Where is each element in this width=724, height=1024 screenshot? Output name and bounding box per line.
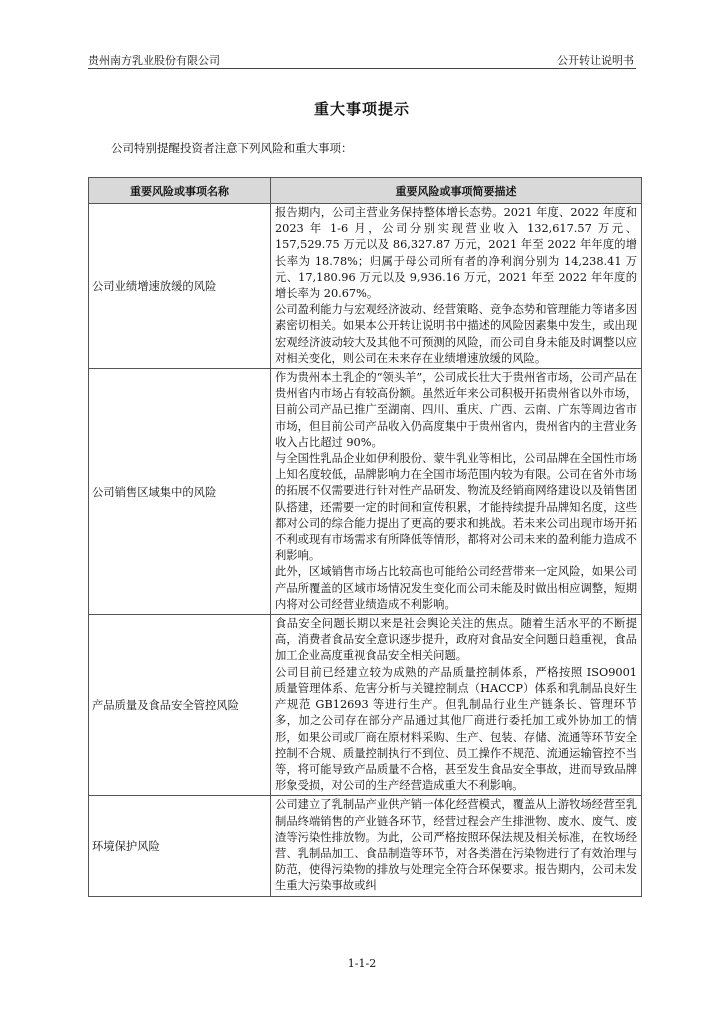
risk-table bbox=[88, 177, 642, 897]
page-title: 重大事项提示 bbox=[313, 100, 410, 118]
table-header-row bbox=[89, 178, 642, 204]
table-row bbox=[89, 615, 642, 796]
risk-name-cell: 产品质量及食品安全管控风险 bbox=[89, 615, 271, 796]
column-header-risk-name: 重要风险或事项名称 bbox=[89, 178, 271, 204]
description-paragraph: 与全国性乳品企业如伊利股份、蒙牛乳业等相比，公司品牌在全国性市场上知名度较低，品牌影响力在全国市场范围内较为有限。公司在省外市场的拓展不仅需要进行针对性产品研发、物流及经销商网络建设以及销售团队搭建，还需要一定的时间和宣传积累，才能持续提升品牌知名度，这些都对公司的综合能力提出了更高的要求和挑战。若未来公司出现市场开拓不利或现有市场需求有所降低等情形，都将对公司未来的盈利能力造成不利影响。 bbox=[275, 452, 637, 563]
header-company-name: 贵州南方乳业股份有限公司 bbox=[88, 54, 220, 67]
risk-name-cell: 公司销售区域集中的风险 bbox=[89, 369, 271, 615]
risk-description-cell bbox=[271, 796, 642, 896]
header-document-type: 公开转让说明书 bbox=[557, 54, 634, 67]
description-paragraph: 食品安全问题长期以来是社会舆论关注的焦点。随着生活水平的不断提高，消费者食品安全意识逐步提升，政府对食品安全问题日趋重视，食品加工企业高度重视食品安全相关问题。 bbox=[275, 617, 637, 663]
table-row bbox=[89, 796, 642, 896]
risk-name-cell: 公司业绩增速放缓的风险 bbox=[89, 204, 271, 369]
page-header bbox=[88, 52, 636, 69]
table-row bbox=[89, 369, 642, 615]
intro-text: 公司特别提醒投资者注意下列风险和重大事项： bbox=[111, 141, 353, 155]
risk-name-cell: 环境保护风险 bbox=[89, 796, 271, 896]
description-paragraph: 公司建立了乳制品产业供产销一体化经营模式，覆盖从上游牧场经营至乳制品终端销售的产业链各环节，经营过程会产生排泄物、废水、废气、废渣等污染性排放物。为此，公司严格按照环保法规及相关标准，在牧场经营、乳制品加工、食品制造等环节，对各类潜在污染物进行了有效治理与防范，使得污染物的排放与处理完全符合环保要求。报告期内，公司未发生重大污染事故或纠 bbox=[275, 798, 637, 893]
page-number: 1-1-2 bbox=[347, 957, 377, 970]
risk-description-cell bbox=[271, 369, 642, 615]
column-header-risk-description: 重要风险或事项简要描述 bbox=[271, 178, 642, 204]
risk-description-cell bbox=[271, 615, 642, 796]
description-paragraph: 公司盈利能力与宏观经济波动、经营策略、竞争态势和管理能力等诸多因素密切相关。如果本公开转让说明书中描述的风险因素集中发生，或出现宏观经济波动较大及其他不可预测的风险，而公司自身未能及时调整以应对相关变化，则公司在未来存在业绩增速放缓的风险。 bbox=[275, 303, 637, 365]
table-row bbox=[89, 204, 642, 369]
risk-description-cell bbox=[271, 204, 642, 369]
description-paragraph: 作为贵州本土乳企的“领头羊”，公司成长壮大于贵州省市场，公司产品在贵州省内市场占有较高份额。虽然近年来公司积极开拓贵州省以外市场，目前公司产品已推广至湖南、四川、重庆、广西、云南、广东等周边省市市场，但目前公司产品收入仍高度集中于贵州省内，贵州省内的主营业务收入占比超过 90%。 bbox=[275, 371, 637, 449]
description-paragraph: 此外，区域销售市场占比较高也可能给公司经营带来一定风险，如果公司产品所覆盖的区域市场情况发生变化而公司未能及时做出相应调整，短期内将对公司经营业绩造成不利影响。 bbox=[275, 565, 637, 611]
description-paragraph: 报告期内，公司主营业务保持整体增长态势。2021 年度、2022 年度和 2023 年 1-6 月，公司分别实现营业收入 132,617.57 万元、157,529.75 万元以及 86,327.87 万元，2021 年至 2022 年年度的增长率为 18.78%；归属于母公司所有者的净利润分别为 14,238.41 万元、17,180.96 万元以及 9,936.16 万元，2021 年至 2022 年年度的增长率为 20.67%。 bbox=[275, 206, 637, 301]
description-paragraph: 公司目前已经建立较为成熟的产品质量控制体系，严格按照 ISO9001 质量管理体系、危害分析与关键控制点（HACCP）体系和乳制品良好生产规范 GB12693 等进行生产。但乳制品行业生产链条长、管理环节多，加之公司存在部分产品通过其他厂商进行委托加工或外协加工的情形，如果公司或厂商在原材料采购、生产、包装、存储、流通等环节安全控制不合规、质量控制执行不到位、员工操作不规范、流通运输管控不当等，将可能导致产品质量不合格，甚至发生食品安全事故，进而导致品牌形象受损，对公司的生产经营造成重大不利影响。 bbox=[275, 665, 637, 793]
